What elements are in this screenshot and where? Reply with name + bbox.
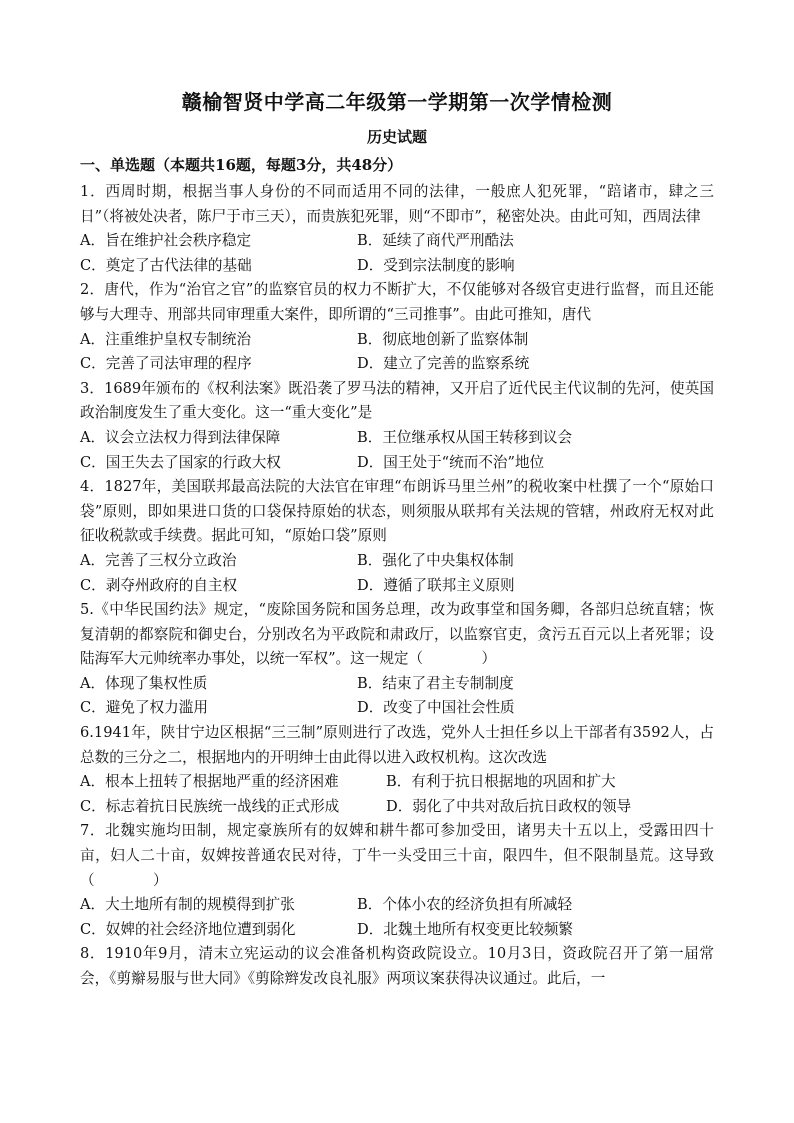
option-a: A．体现了集权性质 <box>80 674 208 692</box>
option-c: C．完善了司法审理的程序 <box>80 355 252 373</box>
option-c: C．奠定了古代法律的基础 <box>80 256 252 274</box>
option-b: B．结束了君主专制制度 <box>357 674 514 692</box>
question-stem: 7．北魏实施均田制，规定豪族所有的奴婢和耕牛都可参加受田，诸男夫十五以上，受露田四十亩，妇人二十亩，奴婢按普通农民对待，丁牛一头受田三十亩，限四牛，但不限制垦荒。这导致（ ） <box>80 822 714 889</box>
option-grid <box>80 770 714 819</box>
option-d: D．改变了中国社会性质 <box>357 699 515 717</box>
option-d: D．国王处于“统而不治”地位 <box>357 453 545 471</box>
option-d: D．弱化了中共对敌后抗日政权的领导 <box>386 797 632 815</box>
option-b: B．王位继承权从国王转移到议会 <box>357 428 573 446</box>
option-a: A．注重维护皇权专制统治 <box>80 330 252 348</box>
question-stem: 5.《中华民国约法》规定，“废除国务院和国务总理，改为政事堂和国务卿，各部归总统直辖；恢复清朝的都察院和御史台，分别改名为平政院和肃政厅，以监察官吏，贪污五百元以上者死罪；设陆海军大元帅统率办事处，以统一军权”。这一规定（ ） <box>80 601 714 668</box>
option-a: A．根本上扭转了根据地严重的经济困难 <box>80 773 339 791</box>
option-grid <box>80 672 714 721</box>
option-grid <box>80 893 714 942</box>
option-b: B．强化了中央集权体制 <box>357 551 514 569</box>
option-b: B．有利于抗日根据地的巩固和扩大 <box>386 773 616 791</box>
question-stem: 4．1827年，美国联邦最高法院的大法官在审理“布朗诉马里兰州”的税收案中杜撰了一个“原始口袋”原则，即如果进口货的口袋保持原始的状态，则须服从联邦有关法规的管辖，州政府无权对此征收税款或手续费。据此可知，“原始口袋”原则 <box>80 478 714 545</box>
question-stem: 2．唐代，作为“治官之官”的监察官员的权力不断扩大，不仅能够对各级官吏进行监督，而且还能够与大理寺、刑部共同审理重大案件，即所谓的“三司推事”。由此可推知，唐代 <box>80 281 714 323</box>
option-b: B．延续了商代严刑酷法 <box>357 232 514 250</box>
option-grid <box>80 549 714 598</box>
exam-subtitle: 历史试题 <box>366 128 427 146</box>
option-d: D．北魏土地所有权变更比较频繁 <box>357 920 574 938</box>
option-c: C．剥夺州政府的自主权 <box>80 576 238 594</box>
option-a: A．完善了三权分立政治 <box>80 551 237 569</box>
option-c: C．奴婢的社会经济地位遭到弱化 <box>80 920 296 938</box>
option-b: B．彻底地创新了监察体制 <box>357 330 529 348</box>
question-list <box>80 180 714 992</box>
option-a: A．议会立法权力得到法律保障 <box>80 428 281 446</box>
question-stem: 8．1910年9月，清末立宪运动的议会准备机构资政院设立。10月3日，资政院召开了第一届常会，《剪辮易服与世大同》《剪除辫发改良礼服》两项议案获得决议通过。此后，一 <box>80 945 714 987</box>
option-b: B．个体小农的经济负担有所减轻 <box>357 896 573 914</box>
option-c: C．国王失去了国家的行政大权 <box>80 453 281 471</box>
option-a: A．旨在维护社会秩序稳定 <box>80 232 252 250</box>
option-d: D．建立了完善的监察系统 <box>357 355 530 373</box>
option-grid <box>80 328 714 377</box>
option-grid <box>80 426 714 475</box>
option-d: D．遵循了联邦主义原则 <box>357 576 515 594</box>
option-a: A．大土地所有制的规模得到扩张 <box>80 896 295 914</box>
option-c: C．标志着抗日民族统一战线的正式形成 <box>80 797 340 815</box>
option-grid <box>80 229 714 278</box>
question-stem: 6.1941年，陕甘宁边区根据“三三制”原则进行了改选，党外人士担任乡以上干部者有3592人，占总数的三分之二，根据地内的开明绅士由此得以进入政权机构。这次改选 <box>80 724 714 766</box>
option-d: D．受到宗法制度的影响 <box>357 256 515 274</box>
question-stem: 1．西周时期，根据当事人身份的不同而适用不同的法律，一般庶人犯死罪，“踣诸市，肆之三日”（将被处决者，陈尸于市三天），而贵族犯死罪，则“不即市”，秘密处决。由此可知，西周法律 <box>80 183 714 225</box>
section-heading: 一、单选题（本题共16题，每题3分，共48分） <box>80 156 403 174</box>
exam-title: 赣榆智贤中学高二年级第一学期第一次学情检测 <box>181 90 613 114</box>
option-c: C．避免了权力滥用 <box>80 699 208 717</box>
question-stem: 3．1689年颁布的《权利法案》既沿袭了罗马法的精神，又开启了近代民主代议制的先河，使英国政治制度发生了重大变化。这一“重大变化”是 <box>80 379 714 422</box>
